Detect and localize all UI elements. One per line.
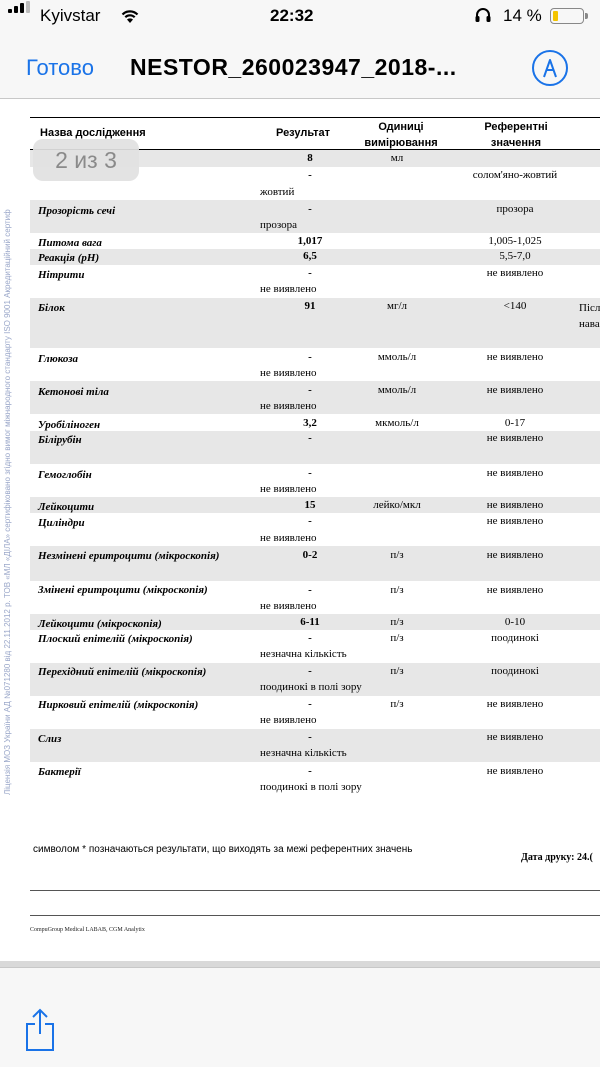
page-counter: 2 из 3 xyxy=(33,139,139,181)
table-row: Прозорість сечі - прозора прозора xyxy=(30,200,600,233)
table-row: Бактерії - не виявлено поодинокі в полі зору xyxy=(38,765,544,793)
table-row: Білок 91 мг/л <140 Післ нава xyxy=(30,298,600,348)
document-title: NESTOR_260023947_2018-... xyxy=(130,54,457,80)
navigation-bar xyxy=(0,36,600,99)
table-row: Реакція (pH) 6,5 5,5-7,0 xyxy=(30,249,600,265)
table-row: Кетонові тіла - ммоль/л не виявлено не виявлено xyxy=(30,381,600,414)
header-units: Одиниці вимірювання xyxy=(364,121,438,149)
header-result: Результат xyxy=(276,127,331,139)
print-date: Дата друку: 24.( xyxy=(521,852,593,863)
table-row: Питома вага 1,017 1,005-1,025 xyxy=(38,235,542,249)
battery-icon xyxy=(550,8,584,24)
wifi-icon xyxy=(120,8,140,29)
table-row: Перехідний епітелій (мікроскопія) - п/з поодинокі поодинокі в полі зору xyxy=(30,663,600,696)
footnote: символом * позначаються результати, що виходять за межі референтних значень xyxy=(33,844,413,855)
table-top-rule xyxy=(30,117,600,118)
share-icon[interactable] xyxy=(24,1008,56,1057)
table-row: 8 мл xyxy=(30,150,600,167)
headphones-icon xyxy=(474,6,492,29)
done-button[interactable]: Готово xyxy=(26,55,94,80)
table-row: Уробіліноген 3,2 мкмоль/л 0-17 xyxy=(38,417,526,431)
header-test-name: Назва дослідження xyxy=(40,127,146,139)
table-row: Глюкоза - ммоль/л не виявлено не виявлено xyxy=(38,351,544,379)
table-row: Нітрити - не виявлено не виявлено xyxy=(38,267,544,295)
table-row: Лейкоцити (мікроскопія) 6-11 п/з 0-10 xyxy=(30,614,600,630)
header-reference: Референтні значення xyxy=(484,121,548,149)
signature-line xyxy=(30,890,600,891)
bottom-toolbar xyxy=(0,967,600,1067)
markup-pen-icon[interactable] xyxy=(532,50,568,86)
status-bar xyxy=(0,0,600,36)
battery-percent: 14 % xyxy=(503,6,542,25)
table-row: Незмінені еритроцити (мікроскопія) 0-2 п/з не виявлено xyxy=(30,546,600,581)
table-row: Білірубін - не виявлено xyxy=(30,431,600,464)
footer-rule xyxy=(30,915,600,916)
table-row: Циліндри - не виявлено не виявлено xyxy=(38,515,544,544)
table-row: Змінені еритроцити (мікроскопія) - п/з не виявлено не виявлено xyxy=(38,584,544,612)
document-viewer[interactable] xyxy=(0,99,600,967)
table-row: - солом'яно-жовтий жовтий xyxy=(260,169,558,198)
software-credit: CompuGroup Medical LABAB, CGM Analytix xyxy=(30,927,145,933)
license-watermark: Ліцензія МОЗ України АД №071280 від 22.11.2012 р. ТОВ «МЛ «ДІЛА» сертифіковано згідно вимог міжнародного стандарту ISO 9001 Акредитаційний сертиф xyxy=(3,209,12,795)
carrier-name: Kyivstar xyxy=(40,6,101,25)
table-row: Плоский епітелій (мікроскопія) - п/з поодинокі незначна кількість xyxy=(38,632,539,660)
clock: 22:32 xyxy=(270,6,314,25)
table-row: Лейкоцити 15 лейко/мкл не виявлено xyxy=(30,497,600,513)
table-row: Слиз - не виявлено незначна кількість xyxy=(30,729,600,762)
table-row: Гемоглобін - не виявлено не виявлено xyxy=(38,467,544,495)
table-row: Нирковий епітелій (мікроскопія) - п/з не виявлено не виявлено xyxy=(38,698,544,726)
